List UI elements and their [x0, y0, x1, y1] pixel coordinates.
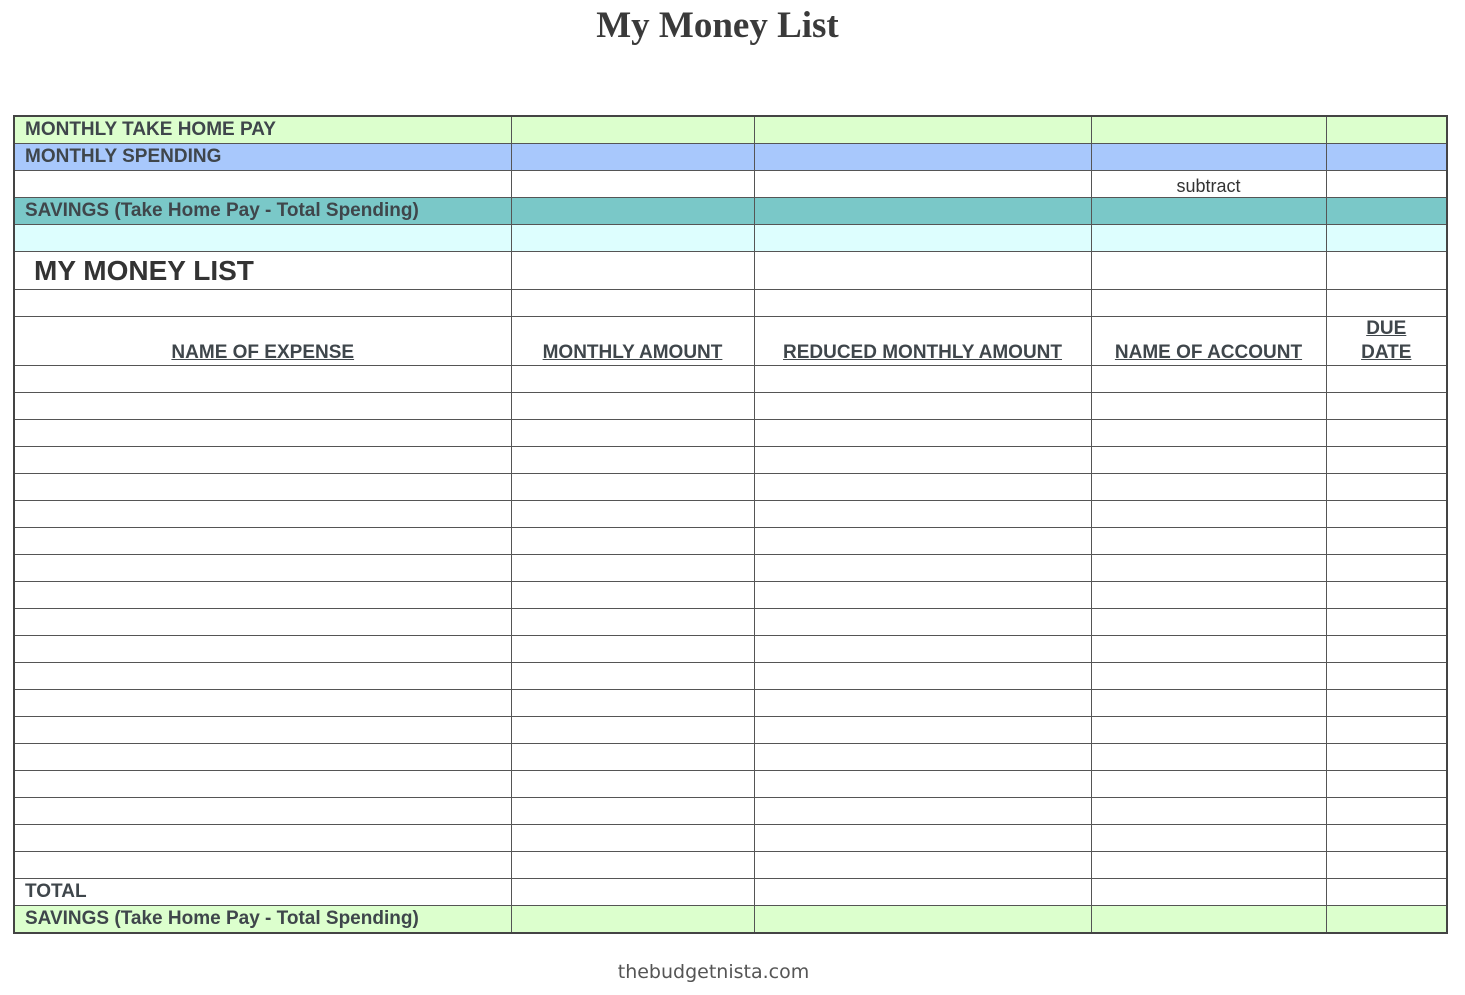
cell[interactable] — [1326, 582, 1447, 609]
cell[interactable] — [1091, 366, 1326, 393]
cell[interactable] — [754, 393, 1091, 420]
cell[interactable] — [14, 171, 511, 198]
cell[interactable] — [14, 582, 511, 609]
header-name-of-account — [1091, 317, 1326, 366]
cell[interactable] — [754, 852, 1091, 879]
cell[interactable] — [511, 717, 754, 744]
cell[interactable] — [754, 555, 1091, 582]
table-row — [14, 744, 1447, 771]
savings-label: SAVINGS (Take Home Pay - Total Spending) — [14, 198, 511, 225]
cell[interactable] — [1326, 447, 1447, 474]
cell[interactable] — [14, 690, 511, 717]
cell[interactable] — [511, 171, 754, 198]
cell[interactable] — [754, 474, 1091, 501]
cell[interactable] — [1326, 771, 1447, 798]
cell[interactable] — [1091, 690, 1326, 717]
cell[interactable] — [511, 501, 754, 528]
cell[interactable] — [1326, 198, 1447, 225]
cell[interactable] — [1326, 744, 1447, 771]
cell[interactable] — [754, 252, 1091, 290]
cell[interactable] — [14, 852, 511, 879]
header-reduced-monthly-amount-text: REDUCED MONTHLY AMOUNT — [782, 342, 1063, 363]
table-row — [14, 366, 1447, 393]
header-name-of-expense — [14, 317, 511, 366]
cell[interactable] — [14, 393, 511, 420]
cell[interactable] — [754, 116, 1091, 144]
cell[interactable] — [754, 447, 1091, 474]
cell[interactable] — [754, 717, 1091, 744]
cell[interactable] — [754, 744, 1091, 771]
cell[interactable] — [1091, 636, 1326, 663]
header-name-of-account-text: NAME OF ACCOUNT — [1114, 342, 1303, 363]
cell[interactable] — [1091, 744, 1326, 771]
take-home-pay-label: MONTHLY TAKE HOME PAY — [14, 116, 511, 144]
cell[interactable] — [14, 555, 511, 582]
cell[interactable] — [14, 225, 511, 252]
cell[interactable] — [511, 825, 754, 852]
cell[interactable] — [754, 198, 1091, 225]
table-row — [14, 690, 1447, 717]
cell[interactable] — [1326, 393, 1447, 420]
cell[interactable] — [1091, 852, 1326, 879]
cell[interactable] — [511, 474, 754, 501]
page-title: My Money List — [596, 5, 839, 46]
cell[interactable] — [14, 663, 511, 690]
cell[interactable] — [1326, 144, 1447, 171]
cell[interactable] — [1091, 771, 1326, 798]
cell[interactable] — [1091, 717, 1326, 744]
cell[interactable] — [1326, 171, 1447, 198]
table-row — [14, 852, 1447, 879]
cell[interactable] — [1326, 555, 1447, 582]
cell[interactable] — [1326, 717, 1447, 744]
table-row — [14, 582, 1447, 609]
cell[interactable] — [511, 420, 754, 447]
cell[interactable] — [511, 771, 754, 798]
savings-row — [14, 198, 1447, 225]
cell[interactable] — [1091, 290, 1326, 317]
table-row — [14, 528, 1447, 555]
table-row — [14, 501, 1447, 528]
list-title-row — [14, 252, 1447, 290]
cell[interactable] — [511, 879, 754, 906]
take-home-pay-row — [14, 116, 1447, 144]
table-row — [14, 771, 1447, 798]
monthly-spending-label: MONTHLY SPENDING — [14, 144, 511, 171]
cell[interactable] — [14, 798, 511, 825]
cell[interactable] — [1091, 609, 1326, 636]
total-label: TOTAL — [14, 879, 511, 906]
cell[interactable] — [754, 609, 1091, 636]
cell[interactable] — [511, 393, 754, 420]
cell[interactable] — [1326, 501, 1447, 528]
cell[interactable] — [1326, 366, 1447, 393]
cell[interactable] — [1326, 528, 1447, 555]
cell[interactable] — [754, 366, 1091, 393]
header-due-date — [1326, 317, 1447, 366]
cell[interactable] — [754, 771, 1091, 798]
blank-cyan-row — [14, 225, 1447, 252]
cell[interactable] — [511, 690, 754, 717]
table-row — [14, 474, 1447, 501]
cell[interactable] — [1326, 690, 1447, 717]
cell[interactable] — [511, 555, 754, 582]
cell[interactable] — [511, 798, 754, 825]
cell[interactable] — [754, 501, 1091, 528]
cell[interactable] — [511, 744, 754, 771]
cell[interactable] — [1326, 252, 1447, 290]
monthly-spending-row — [14, 144, 1447, 171]
cell[interactable] — [1091, 879, 1326, 906]
money-list-sheet — [13, 115, 1448, 934]
cell[interactable] — [511, 290, 754, 317]
cell[interactable] — [1326, 474, 1447, 501]
cell[interactable] — [14, 447, 511, 474]
cell[interactable] — [754, 663, 1091, 690]
savings-footer-label: SAVINGS (Take Home Pay - Total Spending) — [14, 906, 511, 934]
cell[interactable] — [14, 290, 511, 317]
cell[interactable] — [754, 171, 1091, 198]
cell[interactable] — [1091, 798, 1326, 825]
cell[interactable] — [754, 879, 1091, 906]
cell[interactable] — [1326, 879, 1447, 906]
table-row — [14, 636, 1447, 663]
cell[interactable] — [1326, 420, 1447, 447]
cell[interactable] — [511, 366, 754, 393]
cell[interactable] — [1091, 144, 1326, 171]
cell[interactable] — [511, 198, 754, 225]
cell[interactable] — [1326, 636, 1447, 663]
cell[interactable] — [511, 582, 754, 609]
cell[interactable] — [754, 144, 1091, 171]
cell[interactable] — [1326, 798, 1447, 825]
list-title: MY MONEY LIST — [14, 252, 511, 290]
table-row — [14, 393, 1447, 420]
savings-footer-row — [14, 906, 1447, 934]
cell[interactable] — [1326, 225, 1447, 252]
cell[interactable] — [1091, 116, 1326, 144]
cell[interactable] — [754, 290, 1091, 317]
cell[interactable] — [1091, 501, 1326, 528]
cell[interactable] — [1091, 252, 1326, 290]
cell[interactable] — [511, 852, 754, 879]
cell[interactable] — [14, 636, 511, 663]
subtract-note: subtract — [1091, 171, 1326, 198]
cell[interactable] — [511, 252, 754, 290]
cell[interactable] — [1326, 609, 1447, 636]
cell[interactable] — [14, 420, 511, 447]
table-row — [14, 663, 1447, 690]
cell[interactable] — [14, 825, 511, 852]
cell[interactable] — [754, 420, 1091, 447]
subtract-row — [14, 171, 1447, 198]
cell[interactable] — [14, 366, 511, 393]
cell[interactable] — [1326, 852, 1447, 879]
cell[interactable] — [1091, 528, 1326, 555]
cell[interactable] — [754, 798, 1091, 825]
header-monthly-amount-text: MONTHLY AMOUNT — [542, 342, 723, 363]
spacer-row — [14, 290, 1447, 317]
cell[interactable] — [1091, 825, 1326, 852]
cell[interactable] — [511, 116, 754, 144]
cell[interactable] — [1091, 474, 1326, 501]
cell[interactable] — [754, 528, 1091, 555]
table-row — [14, 609, 1447, 636]
cell[interactable] — [511, 636, 754, 663]
column-header-row — [14, 317, 1447, 366]
table-row — [14, 447, 1447, 474]
cell[interactable] — [511, 609, 754, 636]
cell[interactable] — [1091, 582, 1326, 609]
cell[interactable] — [1326, 290, 1447, 317]
cell[interactable] — [754, 690, 1091, 717]
header-name-of-expense-text: NAME OF EXPENSE — [171, 342, 355, 363]
footer-site-name: thebudgetnista.com — [617, 961, 810, 983]
header-reduced-monthly-amount — [754, 317, 1091, 366]
table-row — [14, 717, 1447, 744]
cell[interactable] — [511, 225, 754, 252]
table-row — [14, 798, 1447, 825]
header-monthly-amount — [511, 317, 754, 366]
cell[interactable] — [754, 906, 1091, 934]
cell[interactable] — [1091, 198, 1326, 225]
cell[interactable] — [14, 528, 511, 555]
cell[interactable] — [1326, 906, 1447, 934]
cell[interactable] — [754, 582, 1091, 609]
header-due-date-line1: DUE — [1366, 318, 1407, 339]
cell[interactable] — [1091, 225, 1326, 252]
cell[interactable] — [1091, 555, 1326, 582]
header-due-date-line2: DATE — [1361, 342, 1412, 363]
table-row — [14, 825, 1447, 852]
cell[interactable] — [14, 717, 511, 744]
total-row — [14, 879, 1447, 906]
cell[interactable] — [1326, 663, 1447, 690]
cell[interactable] — [754, 825, 1091, 852]
table-row — [14, 555, 1447, 582]
cell[interactable] — [1326, 825, 1447, 852]
cell[interactable] — [14, 609, 511, 636]
cell[interactable] — [511, 144, 754, 171]
cell[interactable] — [1091, 420, 1326, 447]
cell[interactable] — [1326, 116, 1447, 144]
cell[interactable] — [511, 447, 754, 474]
cell[interactable] — [754, 636, 1091, 663]
cell[interactable] — [1091, 447, 1326, 474]
cell[interactable] — [1091, 906, 1326, 934]
cell[interactable] — [511, 906, 754, 934]
cell[interactable] — [754, 225, 1091, 252]
table-row — [14, 420, 1447, 447]
cell[interactable] — [1091, 663, 1326, 690]
cell[interactable] — [511, 663, 754, 690]
cell[interactable] — [14, 744, 511, 771]
cell[interactable] — [14, 771, 511, 798]
cell[interactable] — [14, 474, 511, 501]
cell[interactable] — [511, 528, 754, 555]
cell[interactable] — [1091, 393, 1326, 420]
cell[interactable] — [14, 501, 511, 528]
